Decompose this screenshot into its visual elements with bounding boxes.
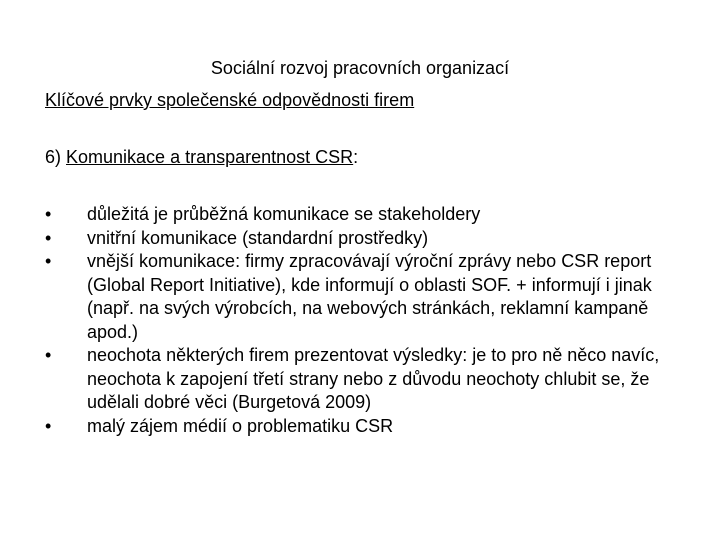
- slide-title: Sociální rozvoj pracovních organizací: [210, 58, 510, 78]
- bullet-icon: •: [45, 251, 52, 271]
- slide-subtitle: Klíčové prvky společenské odpovědnosti firem: [45, 90, 415, 110]
- bullet-text: vnější komunikace: firmy zpracovávají výroční zprávy nebo CSR report (Global Report Initiative), kde informují o oblasti SOF. + informují i jinak (např. na svých výrobcích, na webových stránkách, reklamní kampaně apod.): [87, 251, 652, 342]
- bullet-list: [45, 203, 695, 438]
- bullet-icon: •: [45, 345, 52, 365]
- list-item: [45, 415, 695, 439]
- bullet-text: důležitá je průběžná komunikace se stakeholdery: [87, 204, 481, 224]
- section-colon: :: [353, 147, 359, 167]
- list-item: [45, 250, 695, 344]
- bullet-icon: •: [45, 415, 52, 436]
- list-item: [45, 203, 695, 227]
- list-item: [45, 227, 695, 251]
- section-heading-text: Komunikace a transparentnost CSR: [66, 147, 354, 167]
- bullet-text: neochota některých firem prezentovat výsledky: je to pro ně něco navíc, neochota k zapojení třetí strany nebo z důvodu neochoty chlubit se, že udělali dobré věci (Burgetová 2009): [87, 345, 660, 412]
- bullet-icon: •: [45, 227, 52, 248]
- section-number: 6): [45, 147, 67, 167]
- bullet-text: vnitřní komunikace (standardní prostředky): [87, 227, 429, 248]
- bullet-text: malý zájem médií o problematiku CSR: [87, 415, 394, 436]
- bullet-icon: •: [45, 204, 52, 224]
- list-item: [45, 344, 695, 415]
- section-heading: [45, 145, 358, 169]
